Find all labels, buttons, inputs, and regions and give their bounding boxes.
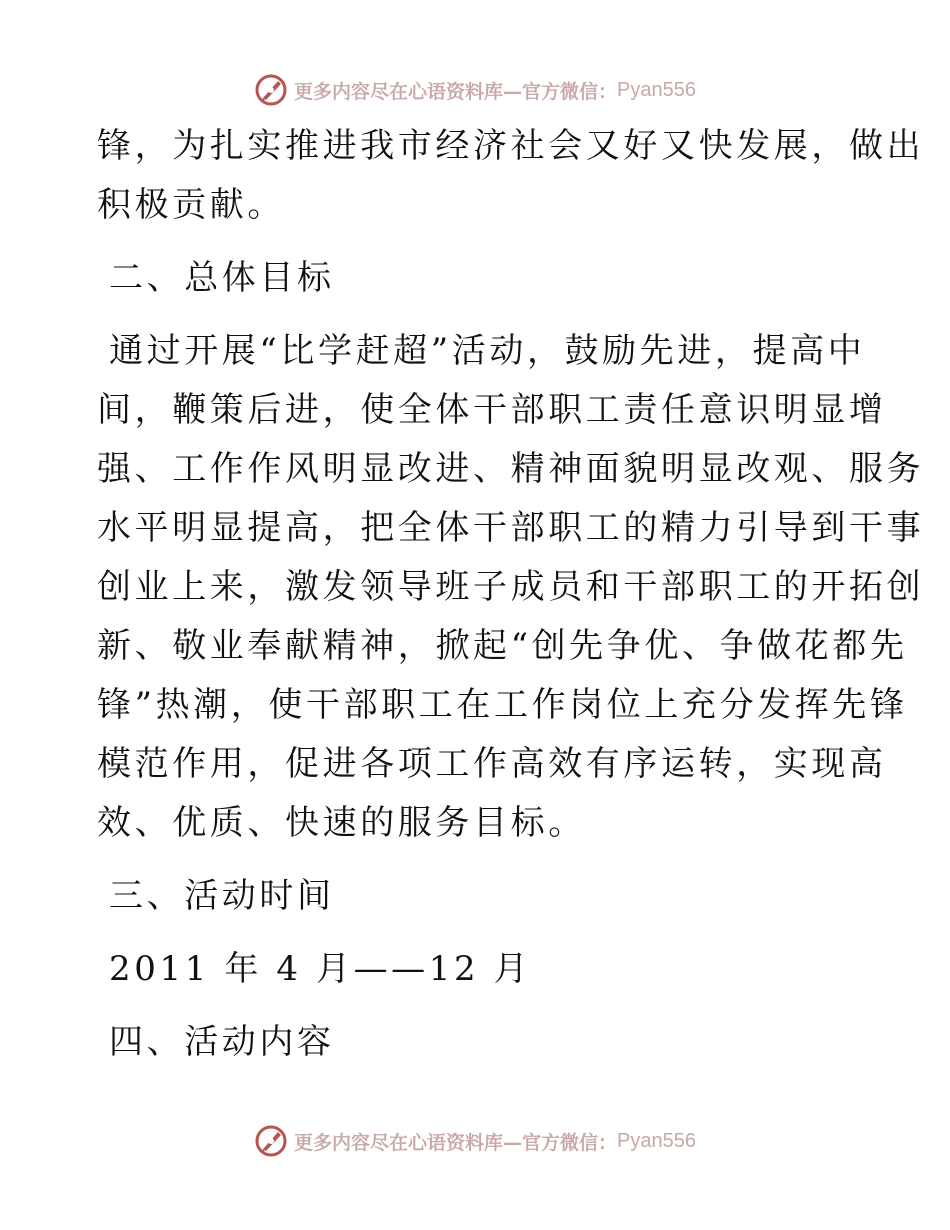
paragraph-line: 创业上来，激发领导班子成员和干部职工的开拓创 — [97, 567, 925, 607]
section-heading-content: 四、活动内容 — [109, 1022, 335, 1062]
activity-period: 2011 年 4 月——12 月 — [109, 949, 532, 989]
paragraph-line: 效、优质、快速的服务目标。 — [97, 803, 586, 843]
paragraph-line: 新、敬业奉献精神，掀起“创先争优、争做花都先 — [97, 626, 908, 666]
paragraph-line: 通过开展“比学赶超”活动，鼓励先进，提高中 — [109, 331, 866, 371]
paragraph-line: 强、工作作风明显改进、精神面貌明显改观、服务 — [97, 449, 925, 489]
section-heading-goals: 二、总体目标 — [109, 258, 335, 298]
watermark-wechat-id: Pyan556 — [617, 1129, 696, 1152]
document-body — [97, 117, 925, 1072]
watermark-wechat-id: Pyan556 — [617, 78, 696, 101]
watermark-text: 更多内容尽在心语资料库—官方微信： — [294, 80, 618, 103]
header-watermark — [0, 70, 950, 110]
paragraph-line: 模范作用，促进各项工作高效有序运转，实现高 — [97, 744, 887, 784]
footer-watermark — [0, 1121, 950, 1161]
paragraph-line: 积极贡献。 — [97, 185, 285, 225]
watermark-text: 更多内容尽在心语资料库—官方微信： — [294, 1131, 618, 1154]
paragraph-line: 水平明显提高，把全体干部职工的精力引导到干事 — [97, 508, 925, 548]
paragraph-line: 间，鞭策后进，使全体干部职工责任意识明显增 — [97, 390, 887, 430]
pen-logo-icon — [254, 73, 288, 107]
paragraph-line: 锋，为扎实推进我市经济社会又好又快发展，做出 — [97, 126, 925, 166]
paragraph-line: 锋”热潮，使干部职工在工作岗位上充分发挥先锋 — [97, 685, 908, 725]
section-heading-time: 三、活动时间 — [109, 876, 335, 916]
pen-logo-icon — [254, 1124, 288, 1158]
